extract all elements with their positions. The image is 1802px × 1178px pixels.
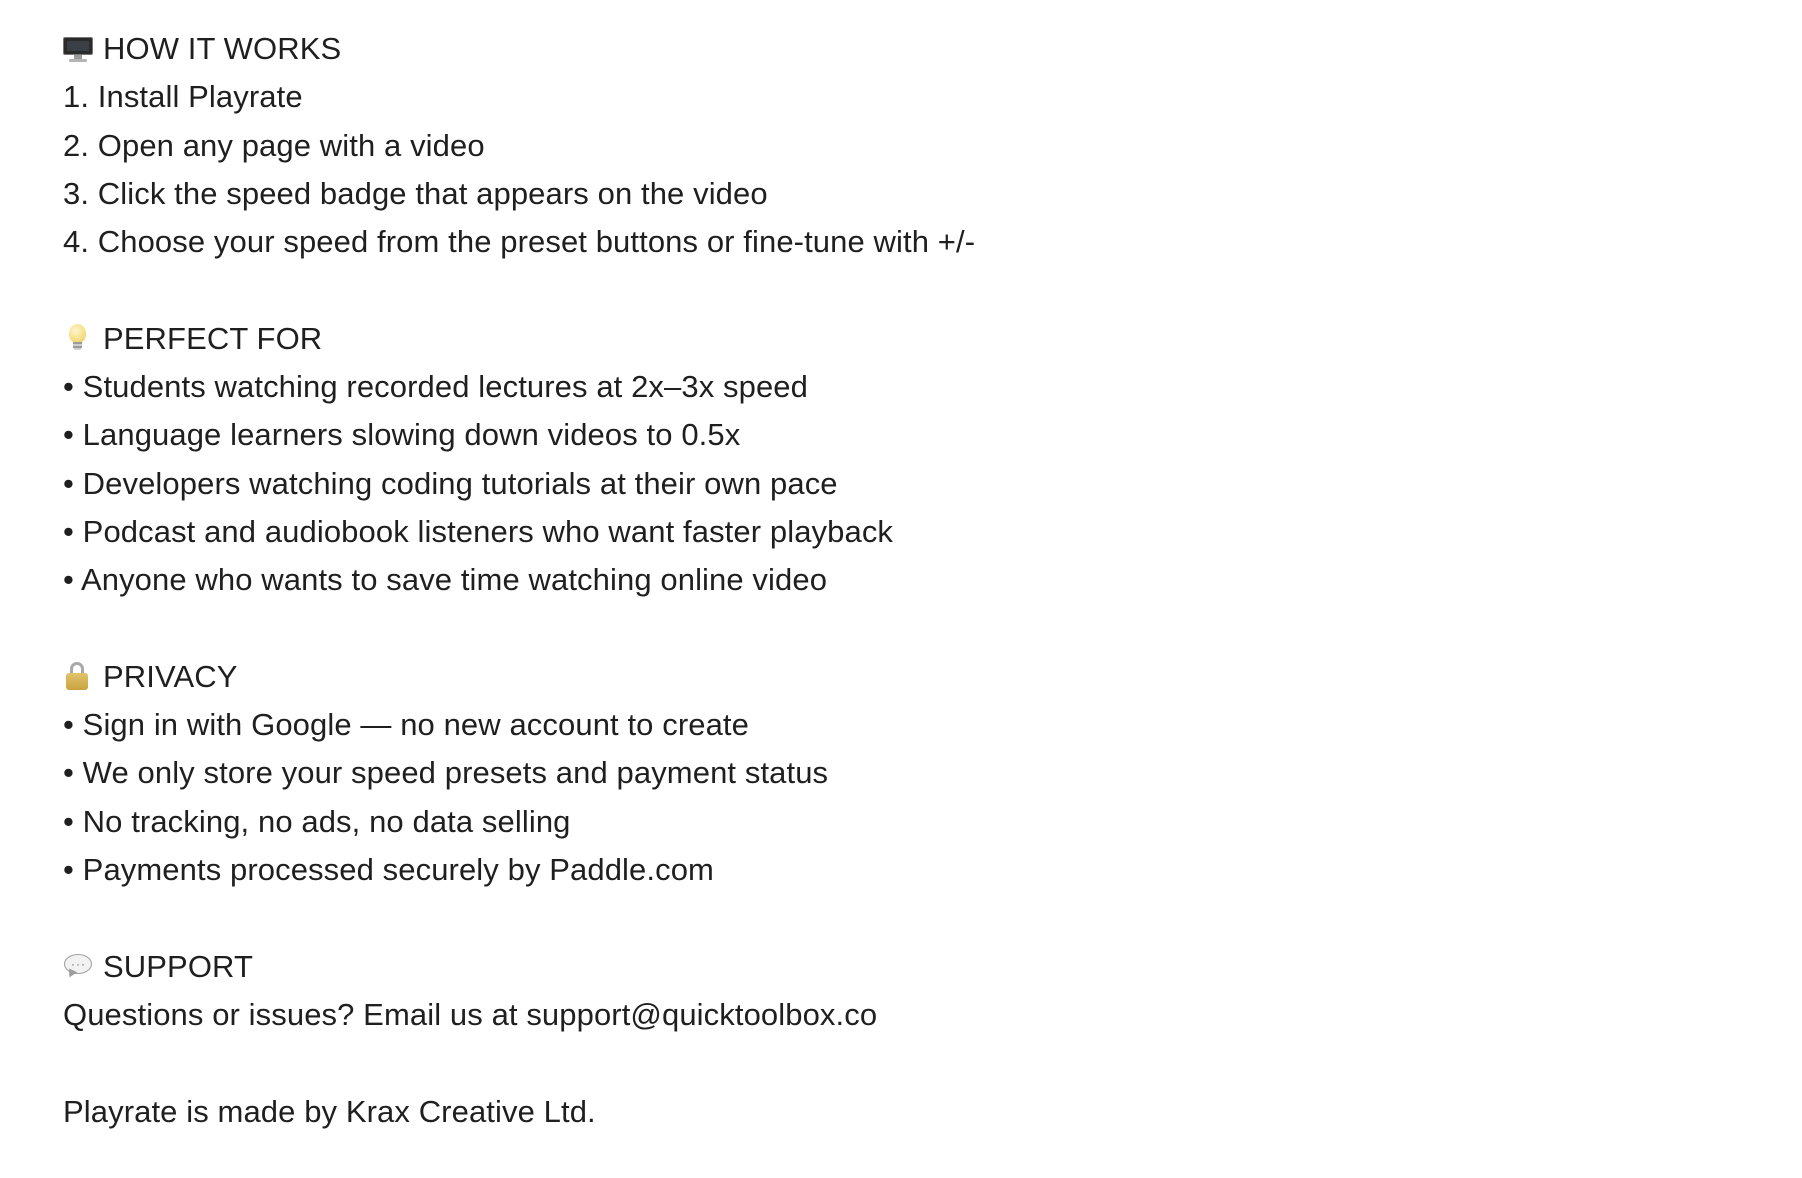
perfect-for-heading-text: PERFECT FOR (103, 320, 323, 356)
perfect-for-heading (63, 315, 1763, 363)
step-item: 2. Open any page with a video (63, 127, 485, 163)
support-heading-text: SUPPORT (103, 948, 253, 984)
list-item: • No tracking, no ads, no data selling (63, 803, 571, 839)
step-item: 1. Install Playrate (63, 79, 303, 115)
description-text (63, 25, 1763, 1136)
step-item: 4. Choose your speed from the preset buttons or fine-tune with +/- (63, 224, 976, 260)
how-it-works-heading (63, 25, 1763, 73)
support-heading (63, 943, 1763, 991)
list-item: • Developers watching coding tutorials at their own pace (63, 465, 838, 501)
light-bulb-icon (63, 324, 91, 352)
list-item: • Payments processed securely by Paddle.com (63, 852, 714, 888)
speech-bubble-icon: ··· (63, 952, 91, 980)
spacer (63, 266, 1763, 314)
desktop-computer-icon (63, 34, 91, 62)
list-item: • Language learners slowing down videos to 0.5x (63, 417, 741, 453)
list-item: • Anyone who wants to save time watching online video (63, 562, 828, 598)
list-item: • We only store your speed presets and payment status (63, 755, 829, 791)
privacy-heading (63, 653, 1763, 701)
support-text: Questions or issues? Email us at support@quicktoolbox.co (63, 996, 878, 1032)
spacer (63, 894, 1763, 942)
lock-icon (63, 662, 91, 690)
step-item: 3. Click the speed badge that appears on the video (63, 175, 768, 211)
spacer (63, 1039, 1763, 1087)
footer-text: Playrate is made by Krax Creative Ltd. (63, 1093, 596, 1129)
spacer (63, 605, 1763, 653)
list-item: • Sign in with Google — no new account to create (63, 707, 749, 743)
how-it-works-heading-text: HOW IT WORKS (103, 31, 342, 66)
privacy-heading-text: PRIVACY (103, 658, 238, 694)
list-item: • Students watching recorded lectures at 2x–3x speed (63, 369, 808, 405)
list-item: • Podcast and audiobook listeners who want faster playback (63, 513, 894, 549)
